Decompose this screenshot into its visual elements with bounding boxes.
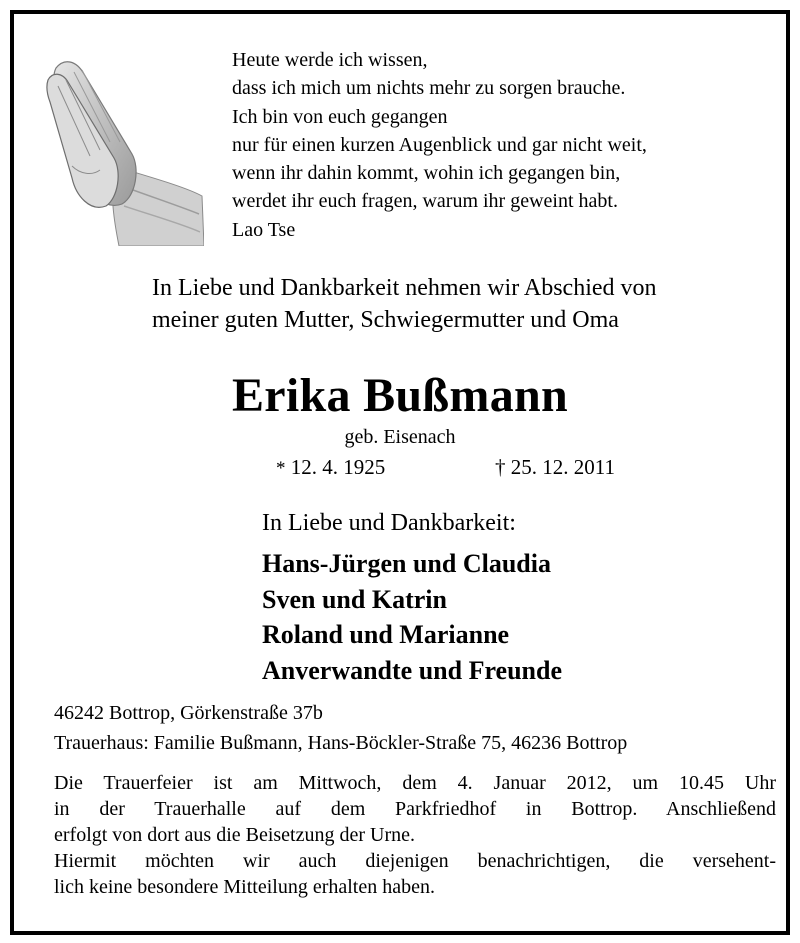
mourner-name: Hans-Jürgen und Claudia bbox=[262, 549, 551, 578]
mourners-heading: In Liebe und Dankbarkeit: bbox=[262, 510, 516, 536]
poem-author: Lao Tse bbox=[232, 218, 296, 241]
intro-line: meiner guten Mutter, Schwiegermutter und Oma bbox=[152, 307, 619, 333]
poem-line: nur für einen kurzen Augenblick und gar nicht weit, bbox=[232, 133, 647, 156]
funeral-notice bbox=[54, 770, 776, 900]
notice-line: in der Trauerhalle auf dem Parkfriedhof in Bottrop. Anschließend bbox=[54, 798, 776, 820]
poem bbox=[232, 46, 647, 244]
poem-line: wenn ihr dahin kommt, wohin ich gegangen bin, bbox=[232, 162, 621, 185]
notice-line: Hiermit möchten wir auch diejenigen benachrichtigen, die versehent- bbox=[54, 850, 776, 872]
address-line: 46242 Bottrop, Görkenstraße 37b bbox=[54, 702, 323, 724]
poem-line: dass ich mich um nichts mehr zu sorgen brauche. bbox=[232, 77, 626, 100]
deceased-name: Erika Bußmann bbox=[231, 369, 569, 422]
notice-line: Die Trauerfeier ist am Mittwoch, dem 4. Januar 2012, um 10.45 Uhr bbox=[54, 772, 776, 794]
death-cross-icon: † bbox=[495, 455, 506, 479]
maiden-name: geb. Eisenach bbox=[344, 426, 456, 448]
mourners-list bbox=[262, 546, 562, 688]
intro-line: In Liebe und Dankbarkeit nehmen wir Abschied von bbox=[152, 275, 657, 301]
birth-date-value: 12. 4. 1925 bbox=[290, 455, 386, 479]
notice-line: erfolgt von dort aus die Beisetzung der Urne. bbox=[54, 824, 416, 846]
poem-line: werdet ihr euch fragen, warum ihr geweint habt. bbox=[232, 190, 618, 213]
address-block bbox=[54, 698, 627, 758]
birth-date bbox=[276, 453, 385, 483]
address-line: Trauerhaus: Familie Bußmann, Hans-Böckler-Straße 75, 46236 Bottrop bbox=[54, 732, 628, 754]
poem-line: Ich bin von euch gegangen bbox=[232, 105, 448, 128]
praying-hands-icon bbox=[44, 46, 204, 246]
death-date bbox=[495, 453, 615, 481]
intro-text bbox=[152, 272, 657, 336]
death-date-value: 25. 12. 2011 bbox=[510, 455, 615, 479]
notice-line: lich keine besondere Mitteilung erhalten haben. bbox=[54, 876, 435, 898]
birth-star-icon: * bbox=[276, 458, 286, 479]
mourner-name: Roland und Marianne bbox=[262, 620, 510, 649]
mourner-name: Sven und Katrin bbox=[262, 584, 447, 614]
mourner-name: Anverwandte und Freunde bbox=[262, 655, 563, 685]
poem-line: Heute werde ich wissen, bbox=[232, 49, 428, 71]
obituary-card bbox=[10, 10, 790, 935]
